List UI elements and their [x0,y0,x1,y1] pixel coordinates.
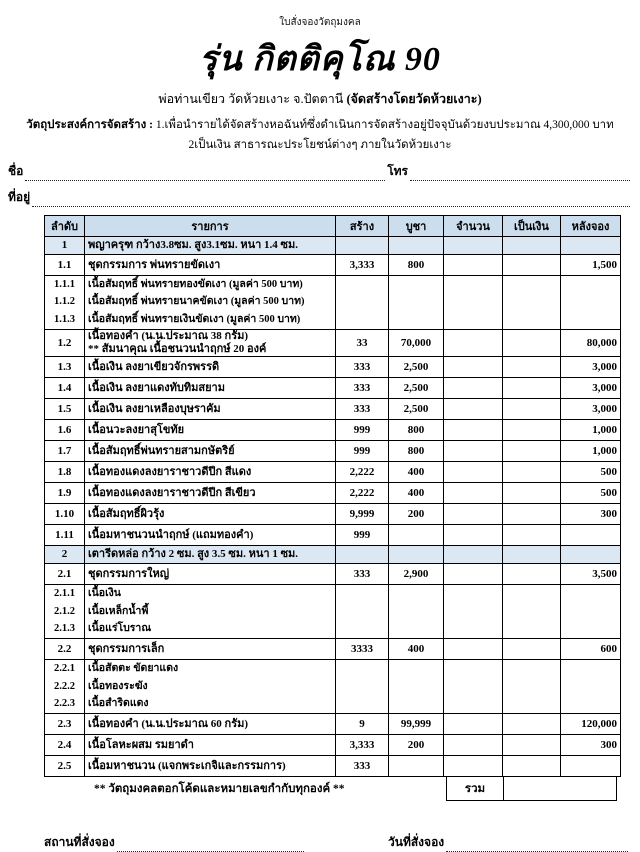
address-label: ที่อยู่ [8,190,31,205]
amount-cell[interactable] [503,399,561,420]
price-value [389,312,444,330]
price-value [389,660,444,678]
row-no: 1.3 [45,357,85,378]
after-price [561,312,621,330]
after-price [561,621,621,639]
item-name: ชุดกรรมการ พ่นทรายขัดเงา [85,255,336,276]
purpose-label: วัตถุประสงค์การจัดสร้าง : [26,119,156,131]
signoff-gap [306,833,388,852]
price-value: 200 [389,504,444,525]
table-row [45,585,621,603]
item-name: เนื้อเงิน ลงยาเหลืองบุษราคัม [85,399,336,420]
table-row [45,312,621,330]
table-row [45,735,621,756]
temple-name: พ่อท่านเขียว วัดห้วยเงาะ จ.ปัตตานี [158,92,347,106]
table-row [45,639,621,660]
create-count: 3333 [336,639,389,660]
purpose-block [0,116,640,155]
create-count: 333 [336,378,389,399]
create-count [336,546,389,564]
amount-cell[interactable] [503,276,561,294]
item-name: เนื้อเงิน ลงยาแดงทับทิมสยาม [85,378,336,399]
row-no: 1.1.1 [45,276,85,294]
after-price: 1,500 [561,255,621,276]
row-no: 1.4 [45,378,85,399]
temple-subtitle [0,89,640,109]
row-no: 2.1.1 [45,585,85,603]
amount-cell[interactable] [503,462,561,483]
create-count: 33 [336,330,389,357]
row-no: 2.4 [45,735,85,756]
qty-cell[interactable] [444,756,503,777]
item-name: เนื้อสัตตะ ขัดยาแดง [85,660,336,678]
item-name: เนื้อมหาชนวน (แจกพระเกจิและกรรมการ) [85,756,336,777]
create-count [336,660,389,678]
after-price: 120,000 [561,714,621,735]
row-no: 1 [45,237,85,255]
create-count: 2,222 [336,483,389,504]
table-header-row [45,216,621,237]
row-no: 2.3 [45,714,85,735]
item-name: เนื้อสัมฤทธิ์ พ่นทรายเงินขัดเงา (มูลค่า 500 บาท) [85,312,336,330]
name-phone-line [8,162,632,181]
row-no: 2.5 [45,756,85,777]
order-place-label: สถานที่สั่งจอง [44,835,115,850]
column-header: เป็นเงิน [503,216,561,237]
column-header: สร้าง [336,216,389,237]
item-name: เนื้อเงิน [85,585,336,603]
table-row [45,546,621,564]
after-price [561,546,621,564]
after-price: 1,000 [561,441,621,462]
customer-fields [8,162,632,207]
create-count: 333 [336,399,389,420]
phone-input-line[interactable] [410,168,630,181]
create-count [336,237,389,255]
order-place-field [44,833,306,852]
price-value: 99,999 [389,714,444,735]
create-count: 9 [336,714,389,735]
qty-cell[interactable] [444,546,503,564]
row-no: 2.2.2 [45,678,85,696]
table-row [45,462,621,483]
row-no: 2 [45,546,85,564]
row-no: 1.11 [45,525,85,546]
qty-cell[interactable] [444,330,503,357]
amount-cell[interactable] [503,603,561,621]
table-row [45,660,621,678]
amount-cell[interactable] [503,420,561,441]
amount-cell[interactable] [503,441,561,462]
table-row [45,357,621,378]
table-row [45,483,621,504]
amount-cell[interactable] [503,735,561,756]
create-count: 999 [336,525,389,546]
table-row [45,399,621,420]
amount-cell[interactable] [503,330,561,357]
after-price: 3,500 [561,564,621,585]
price-value [389,585,444,603]
address-input-line[interactable] [32,194,630,207]
order-place-input-line[interactable] [117,839,304,852]
price-value [389,525,444,546]
order-date-label: วันที่สั่งจอง [388,835,445,850]
section-title: พญาครุฑ กว้าง3.8ซม. สูง3.1ซม. หนา 1.4 ซม. [85,237,336,255]
table-row [45,237,621,255]
qty-cell[interactable] [444,585,503,603]
amount-cell[interactable] [503,312,561,330]
order-table [44,215,621,777]
row-no: 2.2.1 [45,660,85,678]
amount-cell[interactable] [503,621,561,639]
amount-cell[interactable] [503,378,561,399]
item-name: เนื้อมหาชนวนนำฤกษ์ (แถมทองคำ) [85,525,336,546]
purpose-text-1: 1.เพื่อนำรายได้จัดสร้างหอฉันท์ซึ่งดำเนินการจัดสร้างอยู่ปัจจุบันด้วยงบประมาณ 4,300,000 บาท [155,119,614,131]
table-row [45,294,621,312]
price-value [389,756,444,777]
amount-cell[interactable] [503,546,561,564]
row-no: 1.1 [45,255,85,276]
row-no: 1.5 [45,399,85,420]
item-name: ชุดกรรมการเล็ก [85,639,336,660]
amount-cell[interactable] [503,564,561,585]
column-header: จำนวน [444,216,503,237]
row-no: 2.1 [45,564,85,585]
after-price: 3,000 [561,378,621,399]
row-no: 2.1.3 [45,621,85,639]
after-price: 3,000 [561,357,621,378]
price-value [389,546,444,564]
qty-cell[interactable] [444,639,503,660]
create-count [336,276,389,294]
table-row [45,276,621,294]
row-no: 1.10 [45,504,85,525]
row-no: 1.2 [45,330,85,357]
after-price: 500 [561,462,621,483]
create-count [336,294,389,312]
item-name: เนื้อทองแดงลงยาราชาวดีปีก สีเขียว [85,483,336,504]
create-count [336,603,389,621]
row-no: 1.9 [45,483,85,504]
total-value-cell[interactable] [503,776,617,801]
after-price [561,294,621,312]
qty-cell[interactable] [444,678,503,696]
item-name: เนื้อแร่โบราณ [85,621,336,639]
row-no: 1.6 [45,420,85,441]
purpose-line-2: 2เป็นเงิน สาธารณะประโยชน์ต่างๆ ภายในวัดห้วยเงาะ [188,138,452,151]
qty-cell[interactable] [444,660,503,678]
create-count: 333 [336,564,389,585]
address-line [8,188,632,207]
after-price: 300 [561,504,621,525]
after-price: 3,000 [561,399,621,420]
qty-cell[interactable] [444,483,503,504]
after-price [561,696,621,714]
price-value [389,603,444,621]
after-price: 500 [561,483,621,504]
table-row [45,678,621,696]
qty-cell[interactable] [444,564,503,585]
amount-cell[interactable] [503,585,561,603]
table-row [45,420,621,441]
phone-label: โทร [387,164,408,179]
amount-cell[interactable] [503,696,561,714]
price-value: 800 [389,420,444,441]
qty-cell[interactable] [444,357,503,378]
after-price [561,660,621,678]
after-price: 300 [561,735,621,756]
price-value: 2,500 [389,378,444,399]
amount-cell[interactable] [503,483,561,504]
price-value: 2,900 [389,564,444,585]
after-price [561,756,621,777]
row-no: 1.7 [45,441,85,462]
order-date-input-line[interactable] [446,839,628,852]
price-value: 400 [389,462,444,483]
item-name: เนื้อทองระฆัง [85,678,336,696]
qty-cell[interactable] [444,420,503,441]
row-no: 2.2 [45,639,85,660]
qty-cell[interactable] [444,714,503,735]
column-header: รายการ [85,216,336,237]
item-name: เนื้อเหล็กน้ำพี้ [85,603,336,621]
create-count: 3,333 [336,255,389,276]
column-header: หลังจอง [561,216,621,237]
item-name: เนื้อทองคำ (น.น.ประมาณ 38 กรัม) ** สัมนาคุณ เนื้อชนวนนำฤกษ์ 20 องค์ [85,330,336,357]
price-value: 70,000 [389,330,444,357]
after-price: 600 [561,639,621,660]
after-price [561,678,621,696]
column-header: บูชา [389,216,444,237]
price-value: 800 [389,441,444,462]
create-count: 333 [336,357,389,378]
price-value [389,678,444,696]
create-count [336,621,389,639]
purpose-line-1 [0,116,640,136]
table-row [45,621,621,639]
table-row [45,756,621,777]
create-count: 3,333 [336,735,389,756]
qty-cell[interactable] [444,312,503,330]
create-count: 9,999 [336,504,389,525]
item-name: เนื้อสัมฤทธิ์ พ่นทรายนาคขัดเงา (มูลค่า 500 บาท) [85,294,336,312]
qty-cell[interactable] [444,378,503,399]
price-value: 200 [389,735,444,756]
item-name: เนื้อทองแดงลงยาราชาวดีปีก สีแดง [85,462,336,483]
row-no: 1.1.2 [45,294,85,312]
table-row [45,603,621,621]
qty-cell[interactable] [444,441,503,462]
price-value [389,294,444,312]
order-date-field [388,833,630,852]
price-value [389,696,444,714]
qty-cell[interactable] [444,255,503,276]
qty-cell[interactable] [444,696,503,714]
table-row [45,714,621,735]
qty-cell[interactable] [444,237,503,255]
total-row [44,776,620,803]
item-name: เนื้อโลหะผสม รมยาดำ [85,735,336,756]
table-row [45,696,621,714]
item-name: เนื้อเงิน ลงยาเขียวจักรพรรดิ [85,357,336,378]
row-no: 1.1.3 [45,312,85,330]
column-header: ลำดับ [45,216,85,237]
temple-maker: (จัดสร้างโดยวัดห้วยเงาะ) [346,92,482,106]
price-value: 400 [389,639,444,660]
qty-cell[interactable] [444,735,503,756]
amount-cell[interactable] [503,660,561,678]
amount-cell[interactable] [503,678,561,696]
item-name: เนื้อสัมฤทธิ์ผิวรุ้ง [85,504,336,525]
table-row [45,504,621,525]
code-note: ** วัตถุมงคลตอกโค้ดและหมายเลขกำกับทุกองค์ ** [94,783,345,796]
qty-cell[interactable] [444,603,503,621]
qty-cell[interactable] [444,525,503,546]
qty-cell[interactable] [444,276,503,294]
create-count: 999 [336,441,389,462]
create-count: 333 [336,756,389,777]
item-name: เนื้อสัมฤทธิ์ พ่นทรายทองขัดเงา (มูลค่า 500 บาท) [85,276,336,294]
item-name: ชุดกรรมการใหญ่ [85,564,336,585]
create-count [336,678,389,696]
amount-cell[interactable] [503,639,561,660]
amount-cell[interactable] [503,357,561,378]
amount-cell[interactable] [503,237,561,255]
after-price [561,603,621,621]
name-label: ชื่อ [8,164,24,179]
amount-cell[interactable] [503,756,561,777]
price-value [389,276,444,294]
price-value: 2,500 [389,399,444,420]
after-price [561,585,621,603]
amount-cell[interactable] [503,294,561,312]
qty-cell[interactable] [444,399,503,420]
after-price [561,237,621,255]
row-no: 2.1.2 [45,603,85,621]
create-count [336,312,389,330]
row-no: 2.2.3 [45,696,85,714]
amount-cell[interactable] [503,504,561,525]
table-row [45,564,621,585]
price-value [389,621,444,639]
table-row [45,330,621,357]
signoff-row [44,833,630,852]
table-row [45,441,621,462]
after-price [561,276,621,294]
qty-cell[interactable] [444,294,503,312]
amount-cell[interactable] [503,714,561,735]
price-value: 800 [389,255,444,276]
item-name: เนื้อทองคำ (น.น.ประมาณ 60 กรัม) [85,714,336,735]
create-count: 999 [336,420,389,441]
table-row [45,378,621,399]
item-name: เนื้อสำริดแดง [85,696,336,714]
create-count: 2,222 [336,462,389,483]
qty-cell[interactable] [444,621,503,639]
after-price [561,525,621,546]
total-label-cell: รวม [446,776,504,801]
after-price: 1,000 [561,420,621,441]
create-count [336,585,389,603]
item-name: เนื้อนวะลงยาสุโขทัย [85,420,336,441]
item-name: เนื้อสัมฤทธิ์พ่นทรายสามกษัตริย์ [85,441,336,462]
price-value: 2,500 [389,357,444,378]
create-count [336,696,389,714]
form-type-label: ใบสั่งจองวัตถุมงคล [279,17,361,28]
table-row [45,255,621,276]
price-value [389,237,444,255]
page-title: รุ่น กิตติคุโณ 90 [199,41,441,78]
amount-cell[interactable] [503,525,561,546]
amount-cell[interactable] [503,255,561,276]
row-no: 1.8 [45,462,85,483]
qty-cell[interactable] [444,462,503,483]
table-row [45,525,621,546]
name-input-line[interactable] [25,168,385,181]
qty-cell[interactable] [444,504,503,525]
after-price: 80,000 [561,330,621,357]
section-title: เตารีดหล่อ กว้าง 2 ซม. สูง 3.5 ซม. หนา 1 ซม. [85,546,336,564]
price-value: 400 [389,483,444,504]
